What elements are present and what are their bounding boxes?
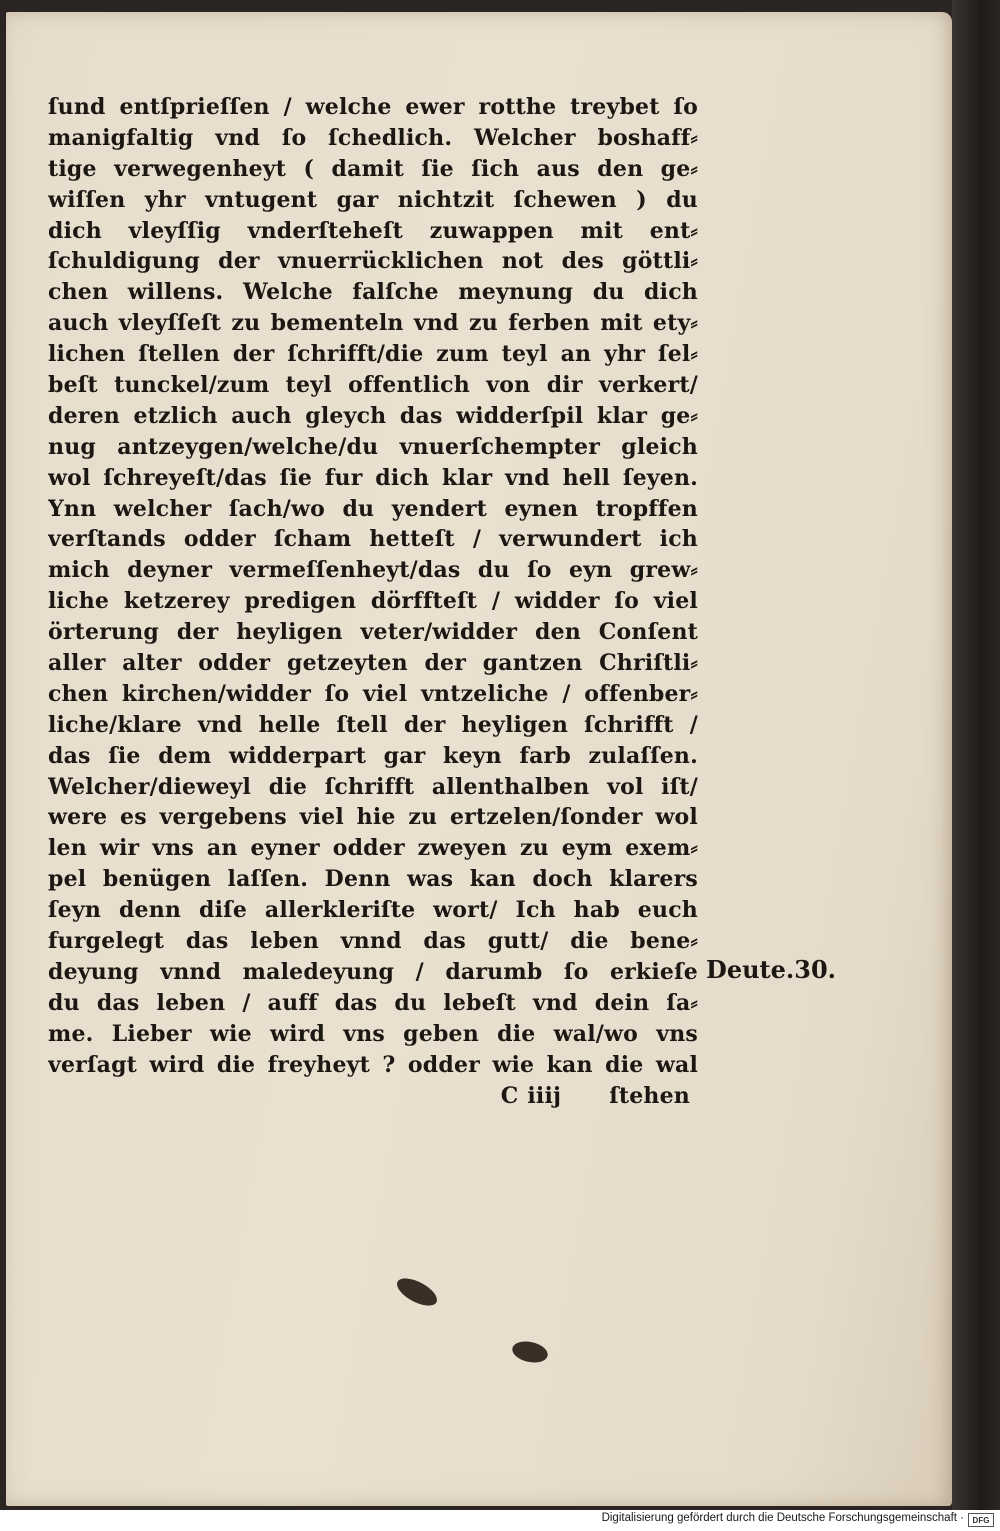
- text-line: ſund entſprieſſen / welche ewer rotthe treybet ſo: [48, 94, 698, 120]
- text-line: len wir vns an eyner odder zweyen zu eym exem⸗: [48, 835, 698, 862]
- text-line: liche ketzerey predigen dörffteſt / widder ſo viel: [48, 588, 698, 615]
- text-line: ſchuldigung der vnuerrücklichen not des göttli⸗: [48, 248, 698, 275]
- text-line: Ynn welcher ſach/wo du yendert eynen tropffen: [48, 495, 698, 522]
- catchword: ſtehen: [609, 1082, 690, 1109]
- text-line: wiſſen yhr vntugent gar nichtzit ſchewen ) du: [48, 186, 698, 213]
- text-line: dich vleyſſig vnderſteheſt zuwappen mit ent⸗: [48, 217, 698, 244]
- text-line: verſtands odder ſcham hetteſt / verwundert ich: [48, 526, 698, 553]
- text-line: were es vergebens viel hie zu ertzelen/ſonder wol: [48, 804, 698, 831]
- text-line: beſt tunckel/zum teyl offentlich von dir verkert/: [48, 372, 698, 399]
- dfg-logo-icon: DFG: [968, 1513, 994, 1527]
- text-line: auch vleyſſeſt zu bementeln vnd zu ferben mit ety⸗: [48, 310, 698, 337]
- book-binding-edge: [952, 0, 1000, 1510]
- text-line: ſeyn denn diſe allerkleriſte wort/ Ich hab euch: [48, 897, 698, 924]
- text-line: pel benügen laſſen. Denn was kan doch klarers: [48, 866, 698, 893]
- text-line: mich deyner vermeſſenheyt/das du ſo eyn grew⸗: [48, 557, 698, 584]
- text-line: verſagt wird die freyheyt ? odder wie kan die wal: [48, 1051, 698, 1078]
- body-text: [48, 92, 698, 1111]
- text-line: me. Lieber wie wird vns geben die wal/wo vns: [48, 1020, 698, 1047]
- signature-mark: C iiij: [500, 1082, 562, 1109]
- text-line: liche/klare vnd helle ſtell der heyligen ſchrifft /: [48, 711, 698, 738]
- text-line: nug antzeygen/welche/du vnuerſchempter gleich: [48, 433, 698, 460]
- text-line: wol ſchreyeſt/das ſie fur dich klar vnd hell ſeyen.: [48, 464, 698, 491]
- text-line: aller alter odder getzeyten der gantzen Chriſtli⸗: [48, 650, 698, 677]
- footer-credit: Digitalisierung gefördert durch die Deutsche Forschungsgemeinschaft ·: [601, 1512, 964, 1524]
- text-line: chen willens. Welche falſche meynung du dich: [48, 279, 698, 306]
- text-line: örterung der heyligen veter/widder den Conſent: [48, 619, 698, 646]
- text-line: du das leben / auff das du lebeſt vnd dein ſa⸗: [48, 989, 698, 1016]
- text-line: tige verwegenheyt ( damit ſie ſich aus den ge⸗: [48, 155, 698, 182]
- text-line: furgelegt das leben vnnd das gutt/ die bene⸗: [48, 928, 698, 955]
- text-line: deyung vnnd maledeyung / darumb ſo erkieſe: [48, 958, 698, 985]
- text-line: lichen ſtellen der ſchrifft/die zum teyl an yhr ſel⸗: [48, 341, 698, 368]
- text-line: das ſie dem widderpart gar keyn farb zulaſſen.: [48, 742, 698, 769]
- margin-note: Deute.30.: [706, 955, 836, 984]
- text-line: deren etzlich auch gleych das widderſpil klar ge⸗: [48, 402, 698, 429]
- catchword-row: [48, 1081, 698, 1112]
- footer-bar: [0, 1510, 1000, 1531]
- text-line: Welcher/dieweyl die ſchrifft allenthalben vol iſt/: [48, 773, 698, 800]
- text-line: manigfaltig vnd ſo ſchedlich. Welcher boshaff⸗: [48, 124, 698, 151]
- text-line: chen kirchen/widder ſo viel vntzeliche / offenber⸗: [48, 680, 698, 707]
